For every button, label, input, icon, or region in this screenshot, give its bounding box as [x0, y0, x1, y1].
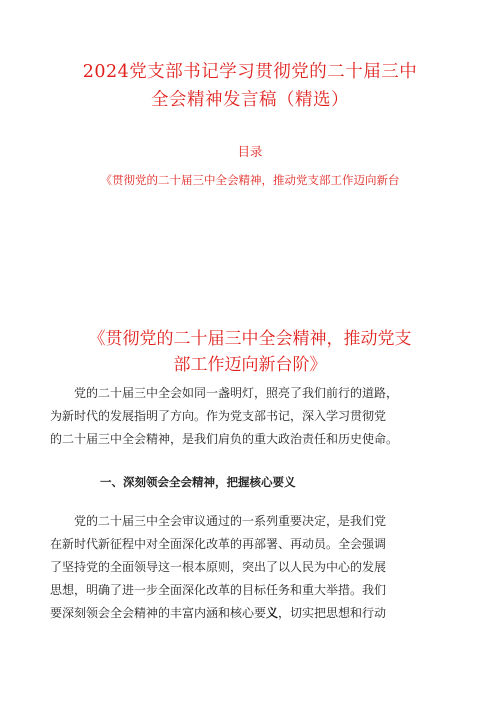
- paragraph-line: 在新时代新征程中对全面深化改革的再部署、再动员。全会强调: [50, 537, 387, 551]
- paragraph-line: 党的二十届三中全会如同一盏明灯，照亮了我们前行的道路，: [74, 386, 399, 400]
- paragraph-line: 思想，明确了进一步全面深化改革的目标任务和重大举措。我们: [50, 583, 387, 597]
- paragraph-intro: [50, 382, 450, 451]
- document-title-line: 2024党支部书记学习贯彻党的二十届三中: [82, 62, 418, 82]
- paragraph-line: 党的二十届三中全会审议通过的一系列重要决定，是我们党: [74, 514, 387, 528]
- subheading: 一、深刻领会全会精神，把握核心要义: [100, 475, 296, 489]
- document-title: [40, 58, 460, 114]
- paragraph-body: [50, 510, 450, 625]
- paragraph-text: ，切实把思想和行动: [278, 606, 387, 620]
- toc-item[interactable]: 《贯彻党的二十届三中全会精神，推动党支部工作迈向新台: [100, 173, 400, 187]
- toc-heading: 目录: [237, 144, 263, 159]
- paragraph-line: 的二十届三中全会精神，是我们肩负的重大政治责任和历史使命。: [50, 432, 399, 446]
- document-title-line: 全会精神发言稿（精选）: [151, 90, 349, 110]
- section-title-line: 部工作迈向新台阶》: [173, 355, 327, 375]
- paragraph-line: 为新时代的发展指明了方向。作为党支部书记，深入学习贯彻党: [50, 409, 387, 423]
- section-title-line: 《贯彻党的二十届三中全会精神，推动党支: [88, 329, 412, 349]
- section-title: [40, 326, 460, 378]
- paragraph-line: [50, 602, 450, 625]
- paragraph-line: 了坚持党的全面领导这一根本原则，突出了以人民为中心的发展: [50, 560, 387, 574]
- paragraph-bold-text: 义: [266, 606, 279, 620]
- paragraph-text: 要深刻领会全会精神的丰富内涵和核心要: [50, 606, 267, 620]
